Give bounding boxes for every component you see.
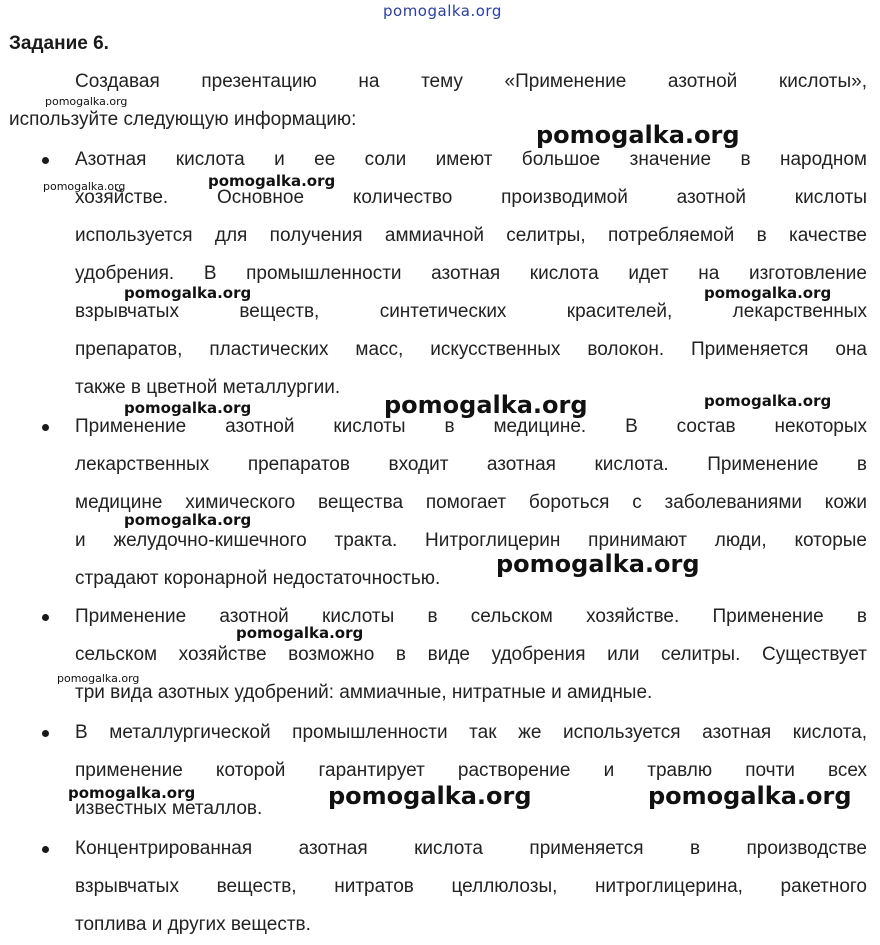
bullet-line: три вида азотных удобрений: аммиачные, нитратные и амидные. <box>75 682 653 703</box>
task-heading: Задание 6. <box>9 33 109 54</box>
bullet-line: и желудочно-кишечного тракта. Нитроглицерин принимают люди, которые <box>75 530 867 551</box>
watermark: pomogalka.org <box>68 784 196 802</box>
watermark: pomogalka.org <box>328 782 532 810</box>
intro-line: используйте следующую информацию: <box>9 109 357 130</box>
watermark: pomogalka.org <box>57 672 140 685</box>
watermark: pomogalka.org <box>45 95 128 108</box>
watermark: pomogalka.org <box>496 550 700 578</box>
bullet-line: также в цветной металлургии. <box>75 377 341 398</box>
bullet-marker <box>38 830 52 868</box>
bullet-line: Азотная кислота и ее соли имеют большое значение в народном <box>75 149 867 170</box>
bullet-line: используется для получения аммиачной селитры, потребляемой в качестве <box>75 225 867 246</box>
bullet-line: В металлургической промышленности так же используется азотная кислота, <box>75 722 867 743</box>
watermark: pomogalka.org <box>43 180 126 193</box>
bullet-line: известных металлов. <box>75 798 263 819</box>
bullet-marker <box>38 408 52 446</box>
watermark: pomogalka.org <box>124 511 252 529</box>
watermark: pomogalka.org <box>236 624 364 642</box>
watermark: pomogalka.org <box>384 391 588 419</box>
watermark: pomogalka.org <box>208 172 336 190</box>
bullet-line: взрывчатых веществ, нитратов целлюлозы, нитроглицерина, ракетного <box>75 876 867 897</box>
bullet-line: Концентрированная азотная кислота применяется в производстве <box>75 838 867 859</box>
watermark: pomogalka.org <box>536 121 740 149</box>
bullet-line: сельском хозяйстве возможно в виде удобрения или селитры. Существует <box>75 644 867 665</box>
watermark: pomogalka.org <box>704 284 832 302</box>
watermark: pomogalka.org <box>124 284 252 302</box>
bullet-line: топлива и других веществ. <box>75 914 311 935</box>
bullet-line: применение которой гарантирует растворение и травлю почти всех <box>75 760 867 781</box>
bullet-line: взрывчатых веществ, синтетических красителей, лекарственных <box>75 301 867 322</box>
bullet-line: удобрения. В промышленности азотная кислота идет на изготовление <box>75 263 867 284</box>
bullet-marker <box>38 714 52 752</box>
bullet-line: Применение азотной кислоты в медицине. В состав некоторых <box>75 416 867 437</box>
bullet-marker <box>38 598 52 636</box>
watermark: pomogalka.org <box>648 782 852 810</box>
watermark: pomogalka.org <box>124 399 252 417</box>
bullet-line: препаратов, пластических масс, искусственных волокон. Применяется она <box>75 339 867 360</box>
bullet-line: медицине химического вещества помогает бороться с заболеваниями кожи <box>75 492 867 513</box>
bullet-line: лекарственных препаратов входит азотная кислота. Применение в <box>75 454 867 475</box>
site-watermark-top: pomogalka.org <box>383 2 502 20</box>
bullet-line: хозяйстве. Основное количество производимой азотной кислоты <box>75 187 867 208</box>
intro-line: Создавая презентацию на тему «Применение азотной кислоты», <box>75 71 867 92</box>
bullet-marker <box>38 141 52 179</box>
bullet-line: страдают коронарной недостаточностью. <box>75 568 441 589</box>
bullet-line: Применение азотной кислоты в сельском хозяйстве. Применение в <box>75 606 867 627</box>
watermark: pomogalka.org <box>704 392 832 410</box>
